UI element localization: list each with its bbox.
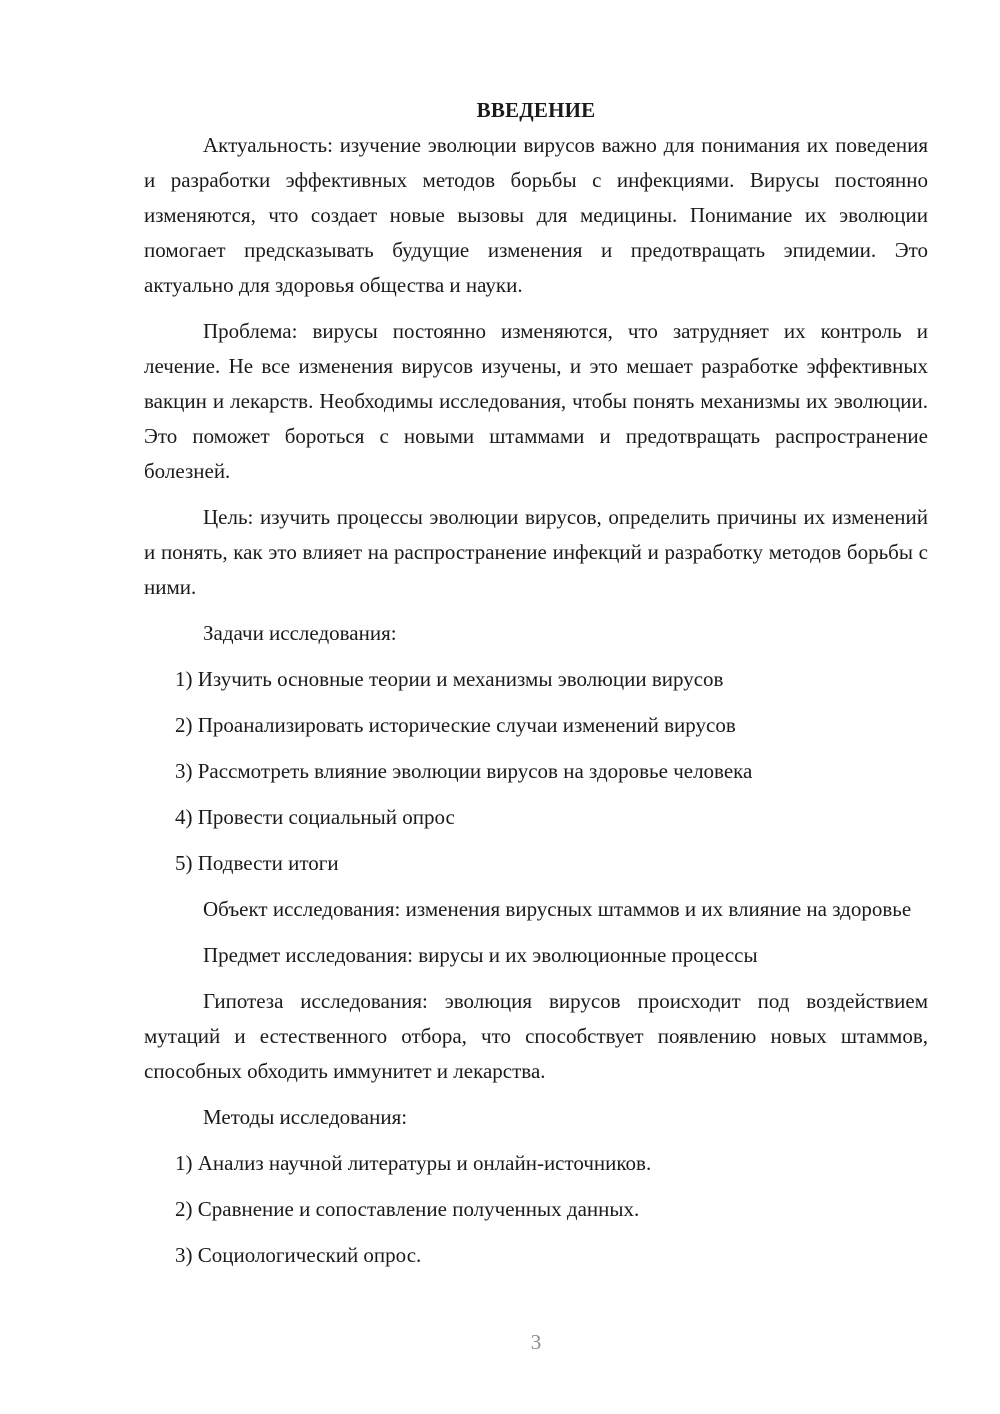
problem-paragraph: Проблема: вирусы постоянно изменяются, что затрудняет их контроль и лечение. Не все изменения вирусов изучены, и это мешает разработке эффективных вакцин и лекарств. Необходимы исследования, чтобы понять механизмы их эволюции. Это поможет бороться с новыми штаммами и предотвращать распространение болезней. xyxy=(144,319,928,483)
method-item: 2) Сравнение и сопоставление полученных данных. xyxy=(175,1197,640,1221)
methods-list xyxy=(144,1146,928,1273)
document-page xyxy=(144,92,928,1284)
methods-label: Методы исследования: xyxy=(203,1105,408,1129)
section-heading: ВВЕДЕНИЕ xyxy=(476,98,596,122)
task-item: 2) Проанализировать исторические случаи изменений вирусов xyxy=(175,713,736,737)
task-item: 4) Провести социальный опрос xyxy=(175,805,455,829)
tasks-list xyxy=(144,662,928,881)
page-number: 3 xyxy=(530,1330,542,1354)
task-item: 3) Рассмотреть влияние эволюции вирусов на здоровье человека xyxy=(175,759,753,783)
method-item: 1) Анализ научной литературы и онлайн-источников. xyxy=(175,1151,652,1175)
method-item: 3) Социологический опрос. xyxy=(175,1243,422,1267)
goal-paragraph: Цель: изучить процессы эволюции вирусов, определить причины их изменений и понять, как это влияет на распространение инфекций и разработку методов борьбы с ними. xyxy=(144,505,928,599)
relevance-paragraph: Актуальность: изучение эволюции вирусов важно для понимания их поведения и разработки эффективных методов борьбы с инфекциями. Вирусы постоянно изменяются, что создает новые вызовы для медицины. Понимание их эволюции помогает предсказывать будущие изменения и предотвращать эпидемии. Это актуально для здоровья общества и науки. xyxy=(144,133,928,297)
subject-paragraph: Предмет исследования: вирусы и их эволюционные процессы xyxy=(203,943,758,967)
object-paragraph: Объект исследования: изменения вирусных штаммов и их влияние на здоровье xyxy=(203,897,912,921)
task-item: 1) Изучить основные теории и механизмы эволюции вирусов xyxy=(175,667,724,691)
hypothesis-paragraph: Гипотеза исследования: эволюция вирусов происходит под воздействием мутаций и естественного отбора, что способствует появлению новых штаммов, способных обходить иммунитет и лекарства. xyxy=(144,989,928,1083)
tasks-label: Задачи исследования: xyxy=(203,621,397,645)
task-item: 5) Подвести итоги xyxy=(175,851,339,875)
